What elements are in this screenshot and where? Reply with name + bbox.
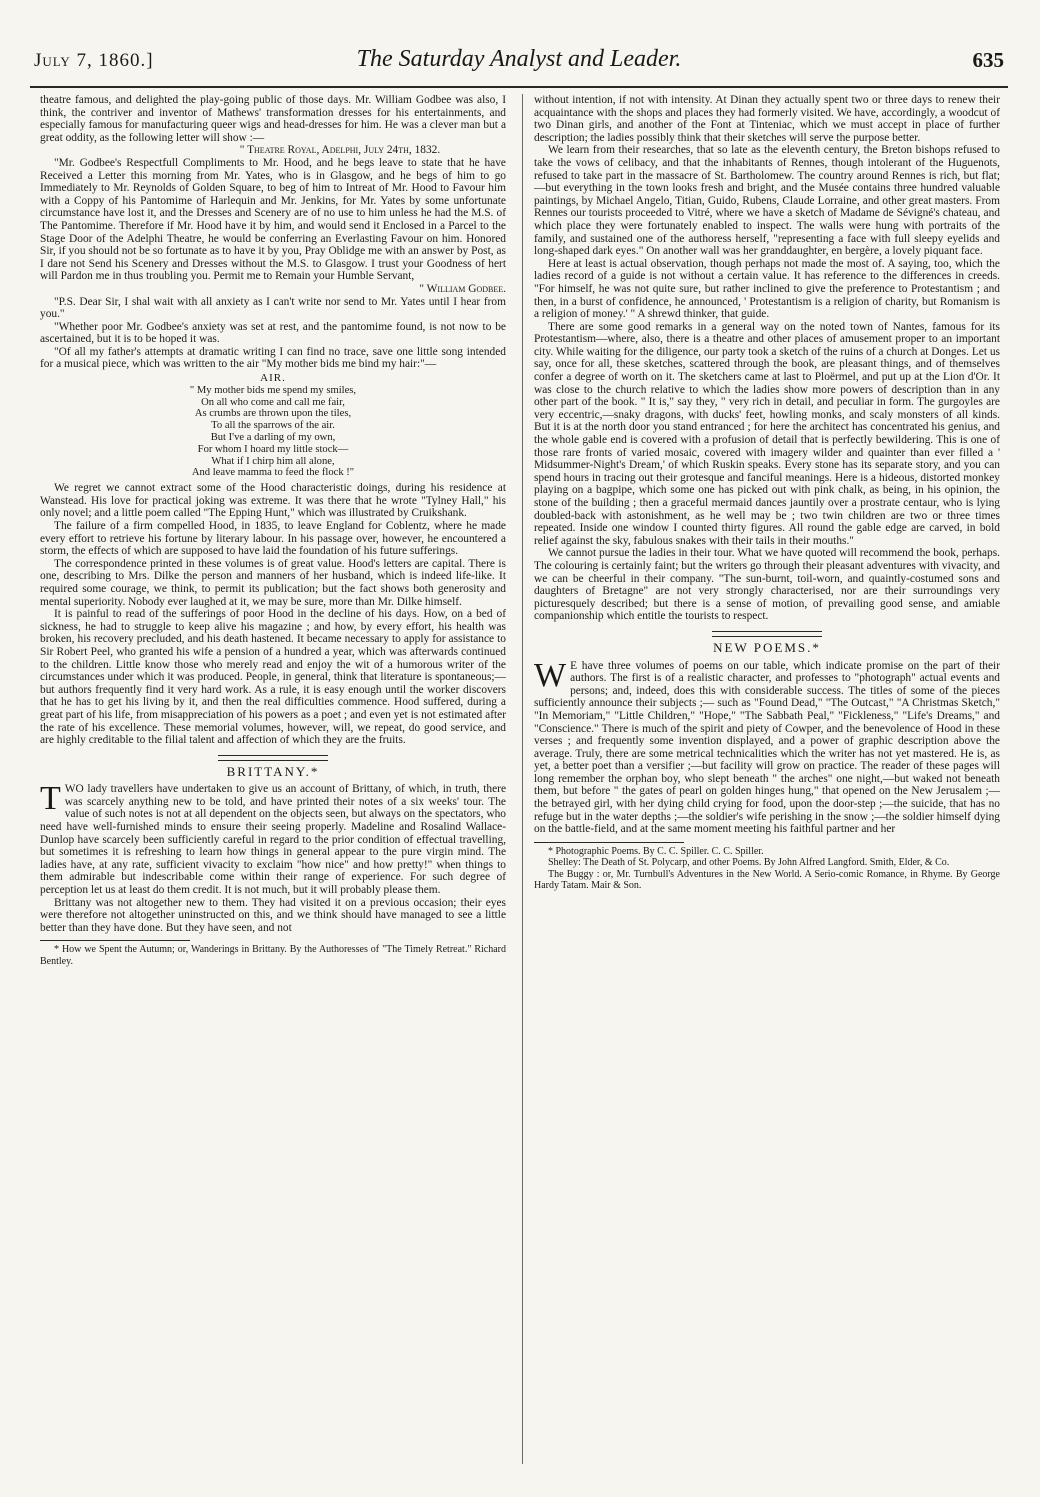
new-poems-heading: NEW POEMS.* — [713, 639, 821, 655]
hood-paragraph: theatre famous, and delighted the play-going public of those days. Mr. William Godbee was also, I think, the contriver and inventor of Mathews' transformation dresses for his entertainments, and especially famous for manufacturing queer wigs and head-dresses for him. He was a clever man but a great oddity, as the following letter will show :— — [40, 94, 506, 144]
brittany-heading: BRITTANY.* — [226, 763, 320, 779]
poem-line: On all who come and call me fair, — [201, 396, 345, 408]
poems-text: E have three volumes of poems on our table, which indicate promise on the part of their authors. The first is of a realistic character, and professes to "photograph" actual events and persons; and, indeed, does this with considerable success. The titles of some of the pieces sufficiently announce their subjects ;— such as "Found Dead," "The Outcast," "A Christmas Sketch," "In Memoriam," "Little Children," "Hope," "The Sabbath Peal," "Fickleness," "Life's Dreams," and "Conscience." There is much of the spirit and piety of Cowper, and the benevolence of Hood in these verses ; and frequently some invention displayed, and a power of graphic description above the average. Truly, there are some metrical technicalities which the writer has not yet mastered. He is, as yet, a better poet than a versifier ;—but facility will grow on practice. The reader of these pages will long remember the orphan boy, who slept beneath " the arches" one night,—but waked not beneath them, but before " the gates of pearl on golden hinges hung," that opened on the New Jerusalem ;—the betrayed girl, with her dying child crying for food, upon the door-step ;—the suicide, that has no refuge but in the water depths ;—the soldier's wife perishing in the snow ;—the soldier himself dying on the battle-field, and at the same moment meeting his faithful partner and her — [534, 659, 1000, 836]
footnote-rule — [534, 842, 684, 843]
footnote-rule — [40, 940, 190, 941]
hood-paragraph: "Of all my father's attempts at dramatic writing I can find no trace, save one little song intended for a musical piece, which was written to the air "My mother bids me bind my hair:"— — [40, 345, 506, 371]
left-column — [40, 94, 506, 1479]
poems-paragraph — [534, 656, 1000, 836]
poem-line: And leave mamma to feed the flock !" — [191, 467, 355, 479]
brittany-paragraph: We cannot pursue the ladies in their tour. What we have quoted will recommend the book, perhaps. The colouring is certainly faint; but the writers go through their pleasant adventures with vivacity, and we can be cheerful in their company. "The sun-burnt, toil-worn, and quaintly-costumed sons and daughters of Bretagne" are not very strongly characterised, nor are their surroundings very picturesquely described; but there is a sense of motion, of prevailing good sense, and amiable companionship which entitle the tourists to respect. — [534, 547, 1000, 623]
page-header — [30, 40, 1008, 84]
brittany-paragraph: There are some good remarks in a general way on the noted town of Nantes, famous for its Protestantism—where, also, there is a theatre and other places of amusement proper to an important city. While waiting for the diligence, our party took a sketch of the ruins of a church at Donges. Let us say, once for all, these sketches, scattered through the book, are pleasant things, and of themselves confer a degree of worth on it. The sketchers came at last to Ploërmel, and put up at the Lion d'Or. It was close to the church relative to which the ladies show more powers of description than in any other part of the book. " It is," say they, " very rich in detail, and peculiar in form. The gurgoyles are very eccentric,—snaky dragons, with ducks' feet, howling monks, and scaly monsters of all kinds. But it is at the north door you stand entranced ; for here the architect has concentrated his genius, and the whole gable end is covered with a profusion of detail that is perfectly bewildering. This is one of those rare fronts of varied mosaic, covered with imagery wilder and quainter than ever filled a ' Midsummer-Night's Dream,' of which Ruskin speaks. Every stone has its separate story, and you can spend hours in tracing out their grotesque and fanciful meanings. Here is a hideous, distorted monkey playing on a bagpipe, which some one has picked out with pink chalk, as being, in his opinion, the stone of the building ; then a graceful mermaid dances jauntily over a prostrate centaur, who is lying doubled-back with astonishment, as he well may be ; two twin children are two or three times repeated. Inside one window I counted thirty figures. All round the gable edge are carved, in bold relief against the sky, fabulous snakes with their tails in their mouths." — [534, 320, 1000, 547]
section-divider — [712, 631, 822, 637]
column-divider — [522, 94, 523, 1464]
poems-footnote: The Buggy : or, Mr. Turnbull's Adventures in the New World. A Serio-comic Romance, in Rhyme. By George Hardy Tatam. Mair & Son. — [534, 868, 1000, 892]
poem-line: But I've a darling of my own, — [210, 432, 336, 444]
poems-footnote: Shelley: The Death of St. Polycarp, and other Poems. By John Alfred Langford. Smith, Elder, & Co. — [548, 857, 950, 869]
brittany-paragraph: Here at least is actual observation, though perhaps not made the most of. A saying, too, which the ladies record of a guide is not without a certain value. It has reference to the differences in creeds. "For himself, he was not quite sure, but rather inclined to give the preference to Protestantism ; and then, in a burst of confidence, he announced, ' Protestantism is a religion of charity, but Romanism is a religion of money.' " A shrewd thinker, that guide. — [534, 257, 1000, 321]
header-rule — [30, 86, 1008, 88]
brittany-paragraph: We learn from their researches, that so late as the eleventh century, the Breton bishops refused to take the vows of celibacy, and that the inhabitants of Rennes, though intolerant of the Huguenots, refused to take part in the massacre of St. Bartholomew. The country around Rennes is rich, but flat;—but everything in the town looks fresh and bright, and the Musée contains three hundred valuable paintings, by Michael Angelo, Titian, Guido, Rubens, Claude Lorraine, and other great masters. From Rennes our tourists proceeded to Vitré, where we have a sketch of Madame de Sévigné's chateau, and which place they were fortunately enabled to inspect. The walls were hung with portraits of the family, and sustained one of the authoress herself, "representing a face with full sleepy eyelids and long-shaped dark eyes." On another wall was her granddaughter, en bergère, a lovely piquant face. — [534, 144, 1000, 258]
hood-paragraph: The correspondence printed in these volumes is of great value. Hood's letters are capital. There is one, describing to Mrs. Dilke the person and manners of her husband, which is indeed life-like. It required some courage, we think, to permit its publication; but the fact shows both generosity and mental superiority. Nobody ever laughed at it, we may be sure, more than Mr. Dilke himself. — [40, 557, 506, 608]
brittany-footnote: * How we Spent the Autumn; or, Wanderings in Brittany. By the Authoresses of "The Timely Retreat." Richard Bentley. — [40, 944, 506, 967]
brittany-paragraph: without intention, if not with intensity. At Dinan they actually spent two or three days to renew their acquaintance with the shops and places they had formerly visited. We have, accordingly, a woodcut of two Dinan girls, and another of the Font at Tinteniac, which we must accept in place of further description; the ladies possibly think that their sketches will serve the purpose better. — [534, 94, 1000, 144]
letter-signature: " William Godbee. — [419, 282, 506, 295]
brittany-paragraph: Brittany was not altogether new to them. They had visited it on a previous occasion; their eyes were therefore not altogether uninstructed on this, and we think should have managed to see a little better than they have done. But they have seen, and not — [40, 896, 506, 934]
letter-postscript: "P.S. Dear Sir, I shal wait with all anxiety as I can't write nor send to Mr. Yates until I hear from you." — [40, 295, 506, 321]
hood-paragraph: It is painful to read of the sufferings of poor Hood in the decline of his days. How, on a bed of sickness, he had to struggle to keep alive his magazine ; and how, by every effort, his health was broken, his recovery precluded, and his death hastened. It became necessary to apply for assistance to Sir Robert Peel, who granted his wife a pension of a hundred a year, which was afterwards continued to the children. Little know those who merely read and enjoy the wit of a humorous writer of the circumstances under which it was produced. People, in general, think that literature is spontaneous;— but authors frequently find it very hard work. As a rule, it is easy enough until the worker discovers that he has to get his living by it, and then the real difficulties commence. Hood suffered, during a great part of his life, from misappreciation of his powers as a poet ; and even yet is not estimated after the rate of his excellence. These memorial volumes, however, will, we repeat, do good service, and are highly creditable to the filial talent and affection of which they are the fruits. — [40, 608, 506, 747]
brittany-text: WO lady travellers have undertaken to give us an account of Brittany, of which, in truth, there was scarcely anything new to be told, and have printed their notes of a six weeks' tour. The value of such notes is not at all dependent on the objects seen, but always on the spectators, who need have well-furnished minds to ensure their seeing properly. Madeline and Rosalind Wallace-Dunlop have scarcely been sufficiently careful in regard to the prior condition of effectual travelling, but sometimes it is refreshing to learn how things in general appear to the pure virgin mind. The ladies have, at any rate, sufficient vivacity to exclaim "how nice" and how pretty!" when things to them admirable but indescribable come within their range of experience. For such degree of perception let us at least do them credit. It is not much, but it will probably please them. — [40, 783, 506, 897]
issue-date: July 7, 1860.] — [34, 50, 154, 71]
godbee-letter: "Mr. Godbee's Respectfull Compliments to Mr. Hood, and he begs leave to state that he have Received a Letter this morning from Mr. Yates, who is in Glasgow, and he begs of him to go Immediately to Mr. Reynolds of Golden Square, to beg of him to Intreat of Mr. Hood to Favour him with a Coppy of his Pantomime of Harlequin and Mr. Jenkins, for Mr. Yates by some unfortunate circumstance have lost it, and the Dresses and Scenery are of no use to him unless he had the M.S. of The Pantomime. Therefore if Mr. Hood have it by him, and would send it Enclosed in a Parcel to the Stage Door of the Adelphi Theatre, he would be conferring an Everlasting Favour on him. Honored Sir, if you should not be so fortunate as to have it by you, Pray Oblidge me with an answer by Post, as I dare not Send his Scenery and Dresses without the M.S. to Glasgow. I trust your Goodness of hert will Pardon me in thus troubling you. Permit me to Remain your Humble Servant, — [40, 156, 506, 283]
page-number: 635 — [972, 48, 1004, 72]
poem-line: " My mother bids me spend my smiles, — [189, 384, 357, 396]
drop-cap: W — [534, 656, 567, 694]
poem-heading: AIR. — [260, 372, 286, 385]
section-divider — [218, 755, 328, 761]
drop-cap: T — [40, 780, 61, 818]
journal-title: The Saturday Analyst and Leader. — [356, 46, 682, 72]
right-column — [534, 94, 1000, 1479]
poem-line: What if I chirp him all alone, — [211, 455, 335, 467]
poem-line: For whom I hoard my little stock— — [197, 443, 349, 455]
poem-line: To all the sparrows of the air. — [211, 420, 335, 432]
poem-line: As crumbs are thrown upon the tiles, — [194, 408, 352, 420]
hood-paragraph: The failure of a firm compelled Hood, in 1835, to leave England for Coblentz, where he made every effort to retrieve his fortune by literary labour. In his passage over, however, he encountered a storm, the effects of which are supposed to have laid the foundation of his future sufferings. — [40, 520, 506, 558]
brittany-paragraph — [40, 780, 506, 897]
hood-paragraph: "Whether poor Mr. Godbee's anxiety was set at rest, and the pantomime found, is not now to be ascertained, but it is to be hoped it was. — [40, 320, 506, 346]
hood-paragraph: We regret we cannot extract some of the Hood characteristic doings, during his residence at Wanstead. His love for practical joking was extreme. It was there that he wrote "Tylney Hall," his only novel; and a little poem called "The Epping Hunt," which was illustrated by Cruikshank. — [40, 482, 506, 520]
poems-footnote: * Photographic Poems. By C. C. Spiller. C. C. Spiller. — [548, 845, 764, 857]
song-poem — [40, 373, 506, 479]
letter-dateline: " Theatre Royal, Adelphi, July 24th, 1832. — [239, 144, 441, 157]
